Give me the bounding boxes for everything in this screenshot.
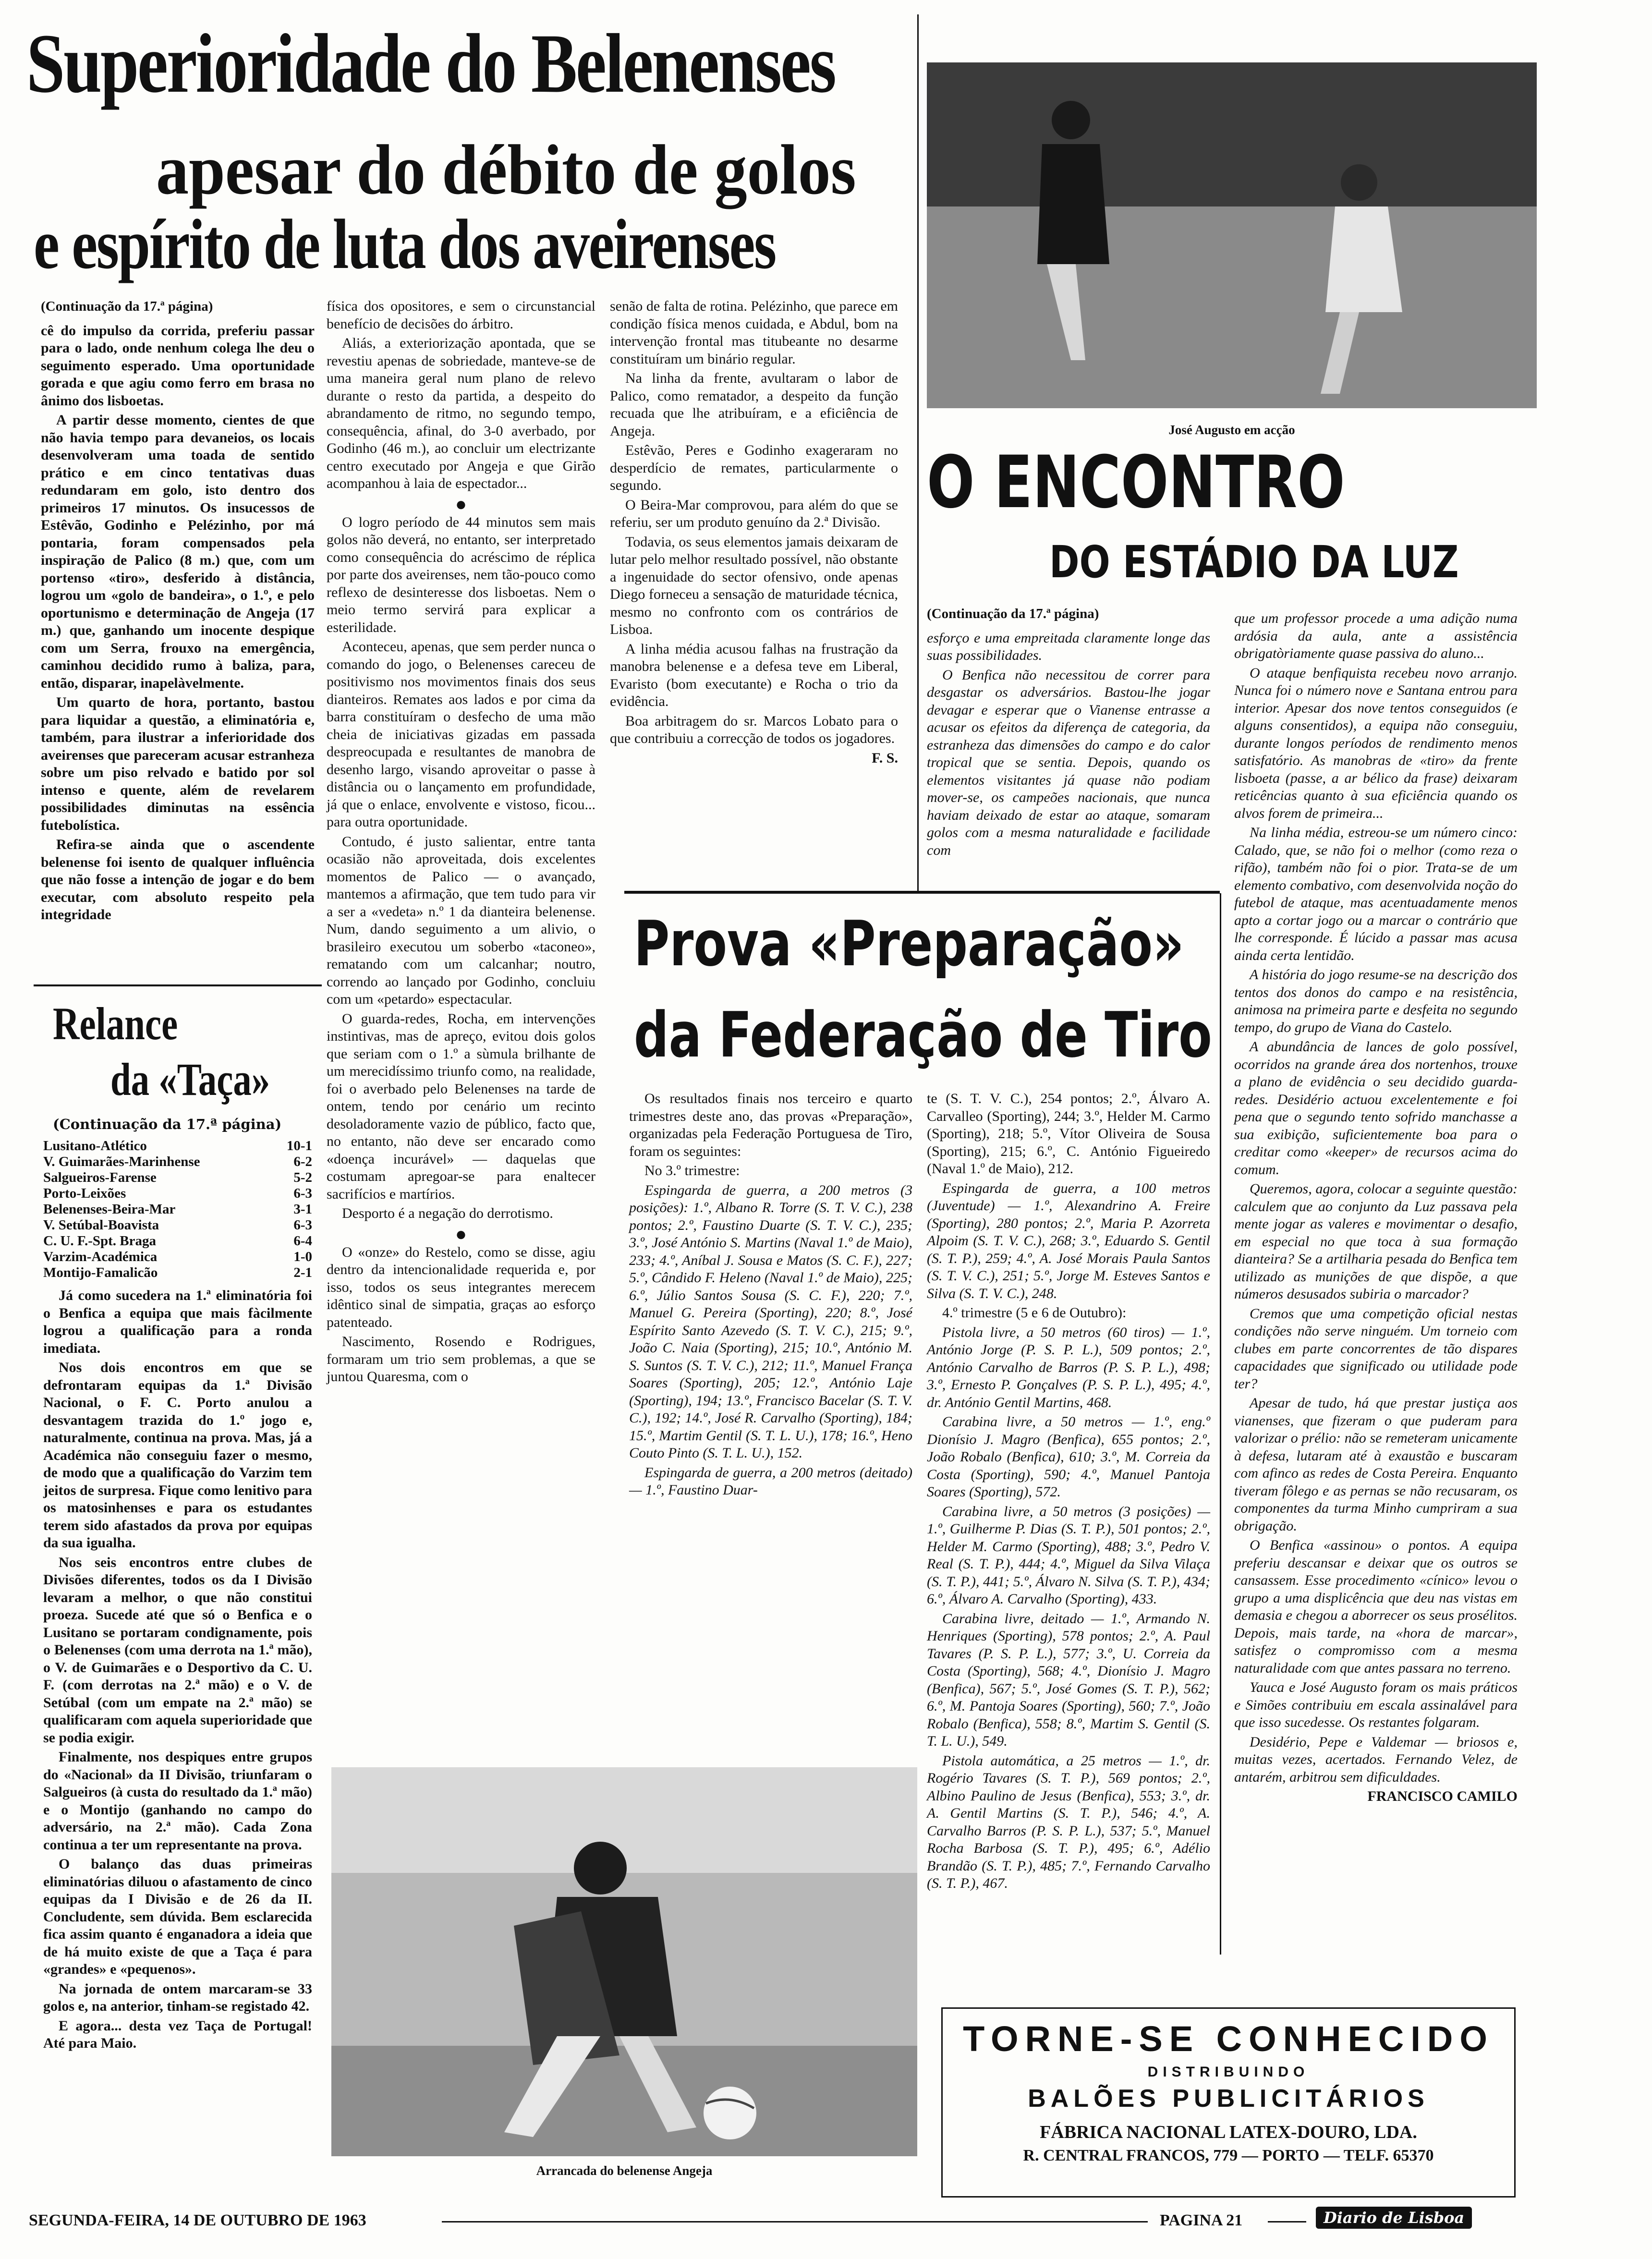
article-paragraph: Espingarda de guerra, a 200 metros (3 posições): 1.º, Albano R. Torre (S. T. V. C.), 238 pontos; 2.º, Faustino Duarte (S. T. V. C.), 235; 3.º, José António S. Martins (Naval 1.º de Maio), 233; 4.º, Aníbal J. Sousa e Matos (S. C. F.), 227; 5.º, Cândido F. Heleno (Naval 1.º de Maio), 225; 6.º, Júlio Santos Sousa (S. C. F.), 220; 7.º, Manuel G. Pereira (Sporting), 220; 8.º, José Espírito Santo Azevedo (S. T. V. C.), 215; 9.º, João C. Naia (Sporting), 215; 10.º, António M. S. Suntos (S. T. V. C.), 212; 11.º, Manuel França Soares (Sporting), 205; 12.º, António Laje (Sporting), 194; 13.º, Francisco Bacelar (S. T. V. C.), 192; 14.º, José R. Carvalho (Sporting), 184; 15.º, Martim Gentil (S. T. L. U.), 178; 16.º, Heno Couto Pinto (S. T. L. U.), 152. <box>629 1182 912 1461</box>
article-paragraph: senão de falta de rotina. Pelézinho, que parece em condição física menos cuidada, e Abdul, bom na intervenção frontal mas titubeante no desarme constituíram um binário regular. <box>610 298 898 367</box>
photo-caption: Arrancada do belenense Angeja <box>536 2163 713 2178</box>
article-paragraph: Aliás, a exteriorização apontada, que se revestiu apenas de sobriedade, manteve-se de uma maneira geral num plano de relevo durante o resto da partida, a despeito do abrandamento de ritmo, no segundo tempo, consequência, afinal, do 3-0 averbado, por Godinho (46 m.), ao concluir um electrizante centro executado por Angeja e que Girão acompanhou à laia de espectador... <box>327 335 595 491</box>
article-paragraph: Desporto é a negação do derrotismo. <box>342 1205 553 1221</box>
prova-title: Prova «Preparação» <box>634 907 1184 980</box>
article-paragraph: te (S. T. V. C.), 254 pontos; 2.º, Álvaro A. Carvalleo (Sporting), 244; 3.º, Helder M. Carmo (Sporting), 218; 5.º, Vítor Oliveira de Sousa (Sporting), 215; 6.º, C. António Figueiredo (Naval 1.º de Maio), 212. <box>927 1091 1210 1177</box>
article-paragraph: Estêvão, Peres e Godinho exageraram no desperdício de remates, particularmente o segundo. <box>610 442 898 493</box>
photo-angeja <box>331 1767 917 2156</box>
article-paragraph: Cremos que uma competição oficial nestas condições não serve ninguém. Um torneio com clubes em parte concorrentes de tão dispares capacidades que significado ou utilidade pode ter? <box>1234 1305 1518 1392</box>
continuation-note: (Continuação da 17.ª página) <box>927 606 1099 621</box>
table-row: Lusitano-Atlético 10-1 <box>43 1138 312 1154</box>
article-paragraph: Um quarto de hora, portanto, bastou para liquidar a questão, a eliminatória e, também, para ilustrar a inferioridade dos aveirenses que pareceram acusar estranheza sobre um piso relvado e batido por sol intenso e quente, além de revelarem possibilidades diminutas na essência futebolística. <box>41 694 315 833</box>
table-row: V. Guimarães-Marinhense 6-2 <box>43 1154 312 1169</box>
continuation-note: (Continuação da 17.ª página) <box>41 299 213 314</box>
photo-jose-augusto <box>927 62 1537 408</box>
article-paragraph: que um professor procede a uma adição numa ardósia da aula, ante a assistência obrigatòriamente quase passiva do aluno... <box>1234 610 1518 661</box>
article-signature: F. S. <box>872 750 898 766</box>
article-paragraph: Carabina livre, deitado — 1.º, Armando N. Henriques (Sporting), 578 pontos; 2.º, A. Paul Tavares (P. S. P. L.), 577; 3.º, U. Correia da Costa (Sporting), 568; 4.º, Dionísio J. Magro (Benfica), 567; 5.º, José Gomes (S. T. P.), 562; 6.º, M. Pantoja Soares (Sporting), 560; 7.º, João Robalo (Benfica), 558; 8.º, Martim S. Gentil (S. T. L. U.), 549. <box>927 1610 1210 1749</box>
article-paragraph: Nascimento, Rosendo e Rodrigues, formaram um trio sem problemas, a que se juntou Quaresma, com o <box>327 1334 595 1385</box>
footer-rule <box>442 2221 1148 2223</box>
article-paragraph: Os resultados finais nos terceiro e quarto trimestres deste ano, das provas «Preparação», organizadas pela Federação Portuguesa de Tiro, foram os seguintes: <box>629 1091 912 1159</box>
ad-address: R. CENTRAL FRANCOS, 779 — PORTO — TELF. 65370 <box>1023 2147 1434 2164</box>
article-paragraph: Contudo, é justo salientar, entre tanta ocasião não aproveitada, dois excelentes momentos de Palico — o avançado, mantemos a afirmação, que tem tudo para vir a ser a «vedeta» n.º 1 da dianteira belenense. Num, dando seguimento a um alivio, o brasileiro executou um soberbo «taconeo», rematando com um calcanhar; noutro, correndo ao lançado por Godinho, concluiu com um «petardo» espectacular. <box>327 833 595 1007</box>
taca-title-2: da «Taça» <box>110 1054 270 1105</box>
column-rule <box>917 14 919 893</box>
ad-headline: TORNE-SE CONHECIDO <box>963 2019 1494 2059</box>
encontro-title: O ENCONTRO <box>927 441 1345 524</box>
article-paragraph: Carabina livre, a 50 metros — 1.º, eng.º Dionísio J. Magro (Benfica), 655 pontos; 2.º, João Robalo (Benfica), 610; 3.º, M. Correia da Costa (Sporting), 590; 4.º, Manuel Pantoja Soares (Sporting), 572. <box>927 1414 1210 1500</box>
table-row: Porto-Leixões 6-3 <box>43 1186 312 1201</box>
ad-company: FÁBRICA NACIONAL LATEX-DOURO, LDA. <box>1040 2122 1417 2142</box>
article-paragraph: E agora... desta vez Taça de Portugal! Até para Maio. <box>43 2017 312 2051</box>
article-paragraph: cê do impulso da corrida, preferiu passar para o lado, onde nenhum colega lhe deu o seguimento esperado. Uma oportunidade gorada e que agiu como ferro em brasa no ânimo dos lisboetas. <box>41 322 315 409</box>
table-row: C. U. F.-Spt. Braga 6-4 <box>43 1233 312 1249</box>
photo-caption: José Augusto em acção <box>1168 423 1295 437</box>
article-paragraph: A partir desse momento, cientes de que não havia tempo para devaneios, os locais desenvolveram uma toada de sentido prático e em cinco tentativas duas redundaram em golo, isto dentro dos primeiros 17 minutos. Os insucessos de Estêvão, Godinho e Pelézinho, por má pontaria, foram compensados pela inspiração de Palico (8 m.) que, com um portenso «tiro», desferido à distância, logrou um «golo de bandeira», o 1.º, e pelo oportunismo e determinação de Angeja (17 m.) que, ganhando um inocente despique com um Serra, frouxo na emergência, caminhou decidido rumo à baliza, para, então, disparar, inapelàvelmente. <box>41 412 315 691</box>
table-row: Salgueiros-Farense 5-2 <box>43 1170 312 1185</box>
table-row: Varzim-Académica 1-0 <box>43 1249 312 1264</box>
article-paragraph: No 3.º trimestre: <box>644 1163 740 1178</box>
article-paragraph: Desidério, Pepe e Valdemar — briosos e, muitas vezes, acertados. Fernando Velez, de antarém, arbitrou sem dificuldades. <box>1234 1734 1518 1785</box>
taca-body <box>43 1287 312 2051</box>
article-paragraph: O Benfica «assinou» o pontos. A equipa preferiu descansar e deixar que os outros se cansassem. Esse procedimento «cínico» levou o grupo a uma displicência que deu nas vistas em demasia e chegou a aborrecer os seus prosélitos. Depois, mais tarde, na «hora de marcar», satisfez o compromisso com a mesma naturalidade com que antes passara no terreno. <box>1234 1537 1518 1676</box>
article-paragraph: Carabina livre, a 50 metros (3 posições) — 1.º, Guilherme P. Dias (S. T. P.), 501 pontos; 2.º, Helder M. Carmo (Sporting), 488; 3.º, Pedro V. Real (S. T. P.), 444; 4.º, Miguel da Silva Vilaça (S. T. P.), 441; 5.º, Álvaro N. Silva (S. T. P.), 434; 6.º, Álvaro A. Carvalho (Sporting), 433. <box>927 1503 1210 1607</box>
footer-date: SEGUNDA-FEIRA, 14 DE OUTUBRO DE 1963 <box>29 2211 366 2229</box>
article-paragraph: Na linha média, estreou-se um número cinco: Calado, que, se não foi o melhor (como reza o rifão), também não foi o pior. Trata-se de um elemento combativo, com desenvolvida noção do futebol de ataque, mas acentuadamente menos apto a cortar jogo ou a marcar o contrário que lhe corresponde. É lúcido a passar mas acusa ainda certa lentidão. <box>1234 825 1518 963</box>
article-paragraph: Todavia, os seus elementos jamais deixaram de lutar pelo melhor resultado possível, não obstante a ingenuidade do sector ofensivo, onde apenas Diego forneceu a sensação de maturidade técnica, mesmo no confronto com os contrários de Lisboa. <box>610 534 898 637</box>
continuation-note: (Continuação da 17.ª página) <box>53 1116 282 1132</box>
column-rule <box>1220 893 1221 1955</box>
photo-illustration <box>331 1767 917 2156</box>
results-table <box>43 1138 312 1281</box>
article-paragraph: A história do jogo resume-se na descrição dos tentos dos donos do campo e na resistência, animosa na primeira parte e desfeita no segundo tempo, do grupo de Viana do Castelo. <box>1234 967 1518 1035</box>
newspaper-logo: Diario de Lisboa <box>1316 2207 1472 2229</box>
table-row: V. Setúbal-Boavista 6-3 <box>43 1217 312 1233</box>
prova-subtitle: da Federação de Tiro <box>634 998 1212 1071</box>
prova-col-a <box>629 1090 912 1753</box>
article-paragraph: A abundância de lances de golo possível, ocorridos na grande área dos nortenhos, trouxe a plano de evidência o seu decidido guarda-redes. Desidério actuou excelentemente e foi pena que o segundo tento sofrido manchasse a sua exibição, suficientemente boa para o creditar como «keeper» de recursos acima do comum. <box>1234 1039 1518 1178</box>
belenenses-col-2 <box>327 298 595 1738</box>
advertisement <box>941 2007 1516 2198</box>
article-paragraph: Na linha da frente, avultaram o labor de Palico, como rematador, a despeito da função recuada que lhe atribuíram, e a eficiência de Angeja. <box>610 370 898 439</box>
main-headline: Superioridade do Belenenses <box>26 17 835 110</box>
article-paragraph: 4.º trimestre (5 e 6 de Outubro): <box>942 1305 1127 1321</box>
article-paragraph: O guarda-redes, Rocha, em intervenções instintivas, mas de apreço, evitou dois golos que seriam com o 1.º a sùmula brilhante de um merecidíssimo triunfo como, na realidade, foi o averbado pelo Belenenses na tarde de ontem, tendo por cenário um recinto desoladoramente vazio de público, facto que, no entanto, não deve ser encarado como «doença incurável» — daquelas que costumam apregoar-se para enaltecer sacrifícios e martírios. <box>327 1010 595 1202</box>
belenenses-col-3 <box>610 298 898 903</box>
article-paragraph: Pistola automática, a 25 metros — 1.º, dr. Rogério Tavares (S. T. P.), 569 pontos; 2.º, Albino Paulino de Jesus (Benfica), 553; 3.º, dr. A. Gentil Martins (S. T. P.), 546; 4.º, A. Carvalho Barros (P. S. P. L.), 537; 5.º, Manuel Rocha Barbosa (S. T. P.), 495; 6.º, Adélio Brandão (S. T. P.), 485; 7.º, Fernando Carvalho (S. T. P.), 467. <box>927 1752 1210 1891</box>
article-paragraph: O logro período de 44 minutos sem mais golos não deverá, no entanto, ser interpretado como consequência do acréscimo de réplica por parte dos aveirenses, nem tão-pouco como reflexo de desinteresse dos lisboetas. Nem o meio termo servirá para explicar a esterilidade. <box>327 514 595 635</box>
encontro-col-a <box>927 605 1210 893</box>
photo-illustration <box>927 62 1537 408</box>
footer-rule <box>1268 2221 1306 2223</box>
article-paragraph: O «onze» do Restelo, como se disse, agiu dentro da intencionalidade requerida e, por isso, todos os seus integrantes merecem idêntico sinal de simpatia, graças ao esforço patenteado. <box>327 1244 595 1330</box>
article-paragraph: Já como sucedera na 1.ª eliminatória foi o Benfica a equipa que mais fàcilmente logrou a qualificação para a ronda imediata. <box>43 1287 312 1356</box>
article-paragraph: A linha média acusou falhas na frustração da manobra belenense e a defesa teve em Liberal, Evaristo (bom executante) e Rocha o trio da evidência. <box>610 641 898 709</box>
encontro-subtitle: DO ESTÁDIO DA LUZ <box>1049 536 1459 588</box>
article-paragraph: Aconteceu, apenas, que sem perder nunca o comando do jogo, o Belenenses careceu de positivismo nos movimentos finais dos seus dianteiros. Remates aos lados e por cima da barra constituíram o desfecho de uma mão cheia de iniciativas gizadas em passada despreocupada e resultantes de manobra de desenho largo, visando aproveitar o passe à distância ou o lançamento em profundidade, já que o enlace, envolvente e vistoso, ficou... para outra oportunidade. <box>327 639 595 830</box>
headline-subtitle-1: apesar do débito de golos <box>156 131 856 209</box>
article-paragraph: O balanço das duas primeiras eliminatórias diluou o afastamento de cinco equipas da I Divisão e de 26 da II. Concludente, sem dúvida. Bem esclarecida fica assim quanto é enganadora a ideia que de há muito existe de que a Taça é para «grandes» e «pequenos». <box>43 1856 312 1977</box>
taca-title-1: Relance <box>53 998 178 1049</box>
article-paragraph: Apesar de tudo, há que prestar justiça aos vianenses, que fizeram o que puderam para valorizar o prélio: não se remeteram unicamente à defesa, lutaram até à exaustão e buscaram com afinco as redes de Costa Pereira. Enquanto tiveram fôlego e as pernas se não recusaram, os componentes da turma Minho cumpriram a sua obrigação. <box>1234 1395 1518 1534</box>
article-paragraph: Queremos, agora, colocar a seguinte questão: calculem que ao conjunto da Luz passava pela mente jogar as valeres e movimentar o desafio, em especial no que toca à sua formação dianteira? Se a artilharia pesada do Benfica tem utilizado as munições de que dispõe, a que números desusados subiria o marcador? <box>1234 1181 1518 1302</box>
article-signature: FRANCISCO CAMILO <box>1367 1788 1518 1804</box>
article-paragraph: Refira-se ainda que o ascendente belenense foi isento de qualquer influência que não fosse a intenção de jogar e do bem executar, com absoluto respeito pela integridade <box>41 837 315 923</box>
article-paragraph: física dos opositores, e sem o circunstancial benefício de decisões do árbitro. <box>327 298 595 332</box>
article-paragraph: Yauca e José Augusto foram os mais práticos e Simões contribuiu em escala assinalável para que isso sucedesse. Os restantes folgaram. <box>1234 1679 1518 1730</box>
headline-subtitle-2: e espírito de luta dos aveirenses <box>34 205 776 284</box>
encontro-col-b <box>1234 610 1518 1988</box>
article-paragraph: Pistola livre, a 50 metros (60 tiros) — 1.º, António Jorge (P. S. P. L.), 509 pontos; 2.º, António Carvalho de Barros (P. S. P. L.), 498; 3.º, Ernesto P. Gonçalves (P. S. P. L.), 495; 4.º, dr. António Gentil Martins, 468. <box>927 1324 1210 1410</box>
article-paragraph: Espingarda de guerra, a 100 metros (Juventude) — 1.º, Alexandrino A. Freire (Sporting), 280 pontos; 2.º, Maria P. Azorreta Alpoim (S. T. V. C.), 268; 3.º, Eduardo S. Gentil (S. T. P.), 259; 4.º, A. José Morais Paula Santos (S. T. V. C.), 251; 5.º, Jorge M. Esteves Santos e Silva (S. T. V. C.), 248. <box>927 1180 1210 1301</box>
article-paragraph: O Beira-Mar comprovou, para além do que se referiu, ser um produto genuíno da 2.ª Divisão. <box>610 497 898 530</box>
article-paragraph: Boa arbitragem do sr. Marcos Lobato para o que contribuiu a correcção de todos os jogadores. <box>610 713 898 746</box>
table-row: Montijo-Famalicão 2-1 <box>43 1265 312 1280</box>
footer-page-number: PAGINA 21 <box>1160 2211 1243 2229</box>
ad-subline: DISTRIBUINDO <box>1147 2064 1310 2080</box>
prova-col-b <box>927 1090 1210 2003</box>
article-paragraph: Na jornada de ontem marcaram-se 33 golos e, na anterior, tinham-se registado 42. <box>43 1980 312 2014</box>
article-paragraph: esforço e uma empreitada claramente longe das suas possibilidades. <box>927 630 1210 663</box>
article-paragraph: O Benfica não necessitou de correr para desgastar os adversários. Bastou-lhe jogar devagar e esperar que o Vianense entrasse a acusar os efeitos da diferença de categoria, da estranheza das dimensões do campo e do calor tropical que se sentia. Depois, quando os elementos visitantes já quase não podiam mover-se, os campeões nacionais, que nunca haviam deixado de estar ao ataque, somaram golos com a mesma naturalidade e facilidade com <box>927 667 1210 858</box>
article-paragraph: Espingarda de guerra, a 200 metros (deitado) — 1.º, Faustino Duar- <box>629 1464 912 1498</box>
belenenses-col-1 <box>41 298 315 970</box>
section-bullet: ● <box>455 493 467 515</box>
article-paragraph: Nos seis encontros entre clubes de Divisões diferentes, todos os da I Divisão levaram a melhor, o que não constitui proeza. Sucede até que só o Benfica e o Lusitano se portaram condignamente, pois o Belenenses (com uma derrota na 1.ª mão), o V. de Guimarães e o Desportivo da C. U. F. (com derrotas na 2.ª mão) e o V. de Setúbal (com um empate na 2.ª mão) se qualificaram com aquela superioridade que se podia exigir. <box>43 1554 312 1746</box>
section-rule <box>624 891 1220 894</box>
article-paragraph: O ataque benfiquista recebeu novo arranjo. Nunca foi o número nove e Santana entrou para interior. Apesar dos nove tentos conseguidos (e alguns consentidos), a equipa não conseguiu, durante longos períodos de rendimento menos satisfatório. As manobras de «tiro» da frente lisboeta (passe, a ar bélico da frase) deixaram reticências quanto à sua eficiência quando os alvos forem de primeira... <box>1234 665 1518 821</box>
table-row: Belenenses-Beira-Mar 3-1 <box>43 1202 312 1217</box>
article-paragraph: Finalmente, nos despiques entre grupos do «Nacional» da II Divisão, triunfaram o Salgueiros (à custa do resultado da 1.ª mão) e o Montijo (ganhando no campo do adversário, na 2.ª mão). Cada Zona continua a ter um representante na prova. <box>43 1749 312 1853</box>
ad-product: BALÕES PUBLICITÁRIOS <box>1028 2085 1429 2113</box>
article-paragraph: Nos dois encontros em que se defrontaram equipas da 1.ª Divisão Nacional, o F. C. Porto anulou a desvantagem trazida do 1.º jogo e, naturalmente, continua na prova. Mas, já a Académica não conseguiu fazer o mesmo, de modo que a qualificação do Varzim tem jeitos de surpresa. Fique como lenitivo para os matosinhenses e para os estudantes terem sido afastados da prova por equipas da sua igualha. <box>43 1360 312 1551</box>
section-bullet: ● <box>455 1223 467 1245</box>
